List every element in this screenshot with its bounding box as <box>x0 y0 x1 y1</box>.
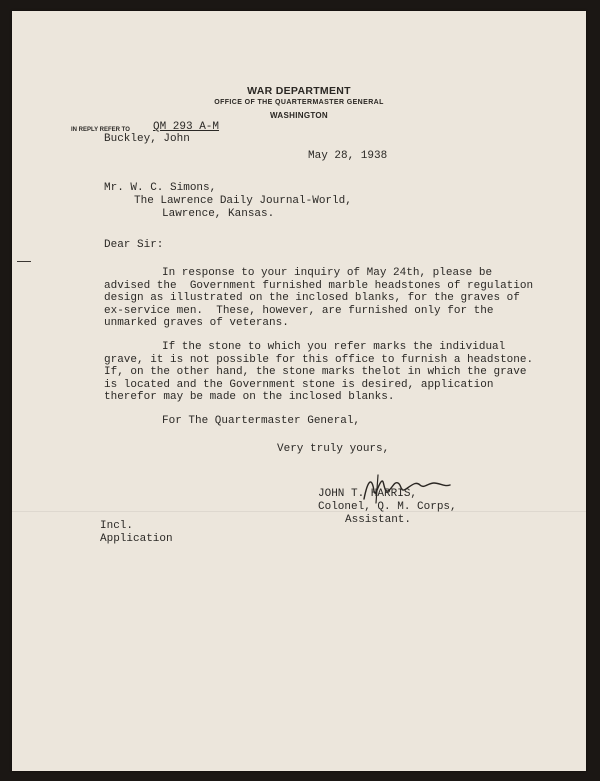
body-para1-line5: unmarked graves of veterans. <box>104 317 289 329</box>
signer-rank: Colonel, Q. M. Corps, <box>318 501 457 513</box>
body-para2-line4: is located and the Government stone is desired, application <box>104 378 494 391</box>
fold-line <box>12 511 586 512</box>
signer-name: JOHN T. HARRIS, <box>318 488 418 500</box>
body-para2-line5: therefor may be made on the inclosed blanks. <box>104 391 395 403</box>
recipient-name: Mr. W. C. Simons, <box>104 182 217 194</box>
letter-date: May 28, 1938 <box>308 150 388 162</box>
closing-valediction: Very truly yours, <box>277 443 390 455</box>
body-para1-line1: In response to your inquiry of May 24th, please be <box>162 267 493 279</box>
letter-sheet <box>12 11 586 771</box>
enclosure-label: Incl. <box>100 520 134 532</box>
enclosure-item: Application <box>100 533 173 545</box>
recipient-location: Lawrence, Kansas. <box>162 208 275 220</box>
body-para1-line4: ex-service men. These, however, are furnished only for the <box>104 304 494 317</box>
body-para1-line3: design as illustrated on the inclosed blanks, for the graves of <box>104 292 520 304</box>
recipient-organization: The Lawrence Daily Journal-World, <box>134 195 352 207</box>
body-para2-line2: grave, it is not possible for this office to furnish a headstone. <box>104 353 534 366</box>
reference-label: IN REPLY REFER TO <box>71 127 130 133</box>
salutation: Dear Sir: <box>104 239 164 251</box>
closing-for-line: For The Quartermaster General, <box>162 415 361 427</box>
reference-subject: Buckley, John <box>104 133 190 145</box>
signer-role: Assistant. <box>345 514 412 526</box>
body-para1-line2: advised the Government furnished marble headstones of regulation <box>104 279 534 292</box>
letterhead-city: WASHINGTON <box>270 111 328 120</box>
body-para2-line3: If, on the other hand, the stone marks thelot in which the grave <box>104 366 527 378</box>
margin-mark <box>17 261 31 262</box>
letterhead-office: OFFICE OF THE QUARTERMASTER GENERAL <box>214 99 384 106</box>
letterhead-department: WAR DEPARTMENT <box>247 85 351 97</box>
reference-number: QM 293 A-M <box>153 121 220 133</box>
body-para2-line1: If the stone to which you refer marks the individual <box>162 341 506 353</box>
